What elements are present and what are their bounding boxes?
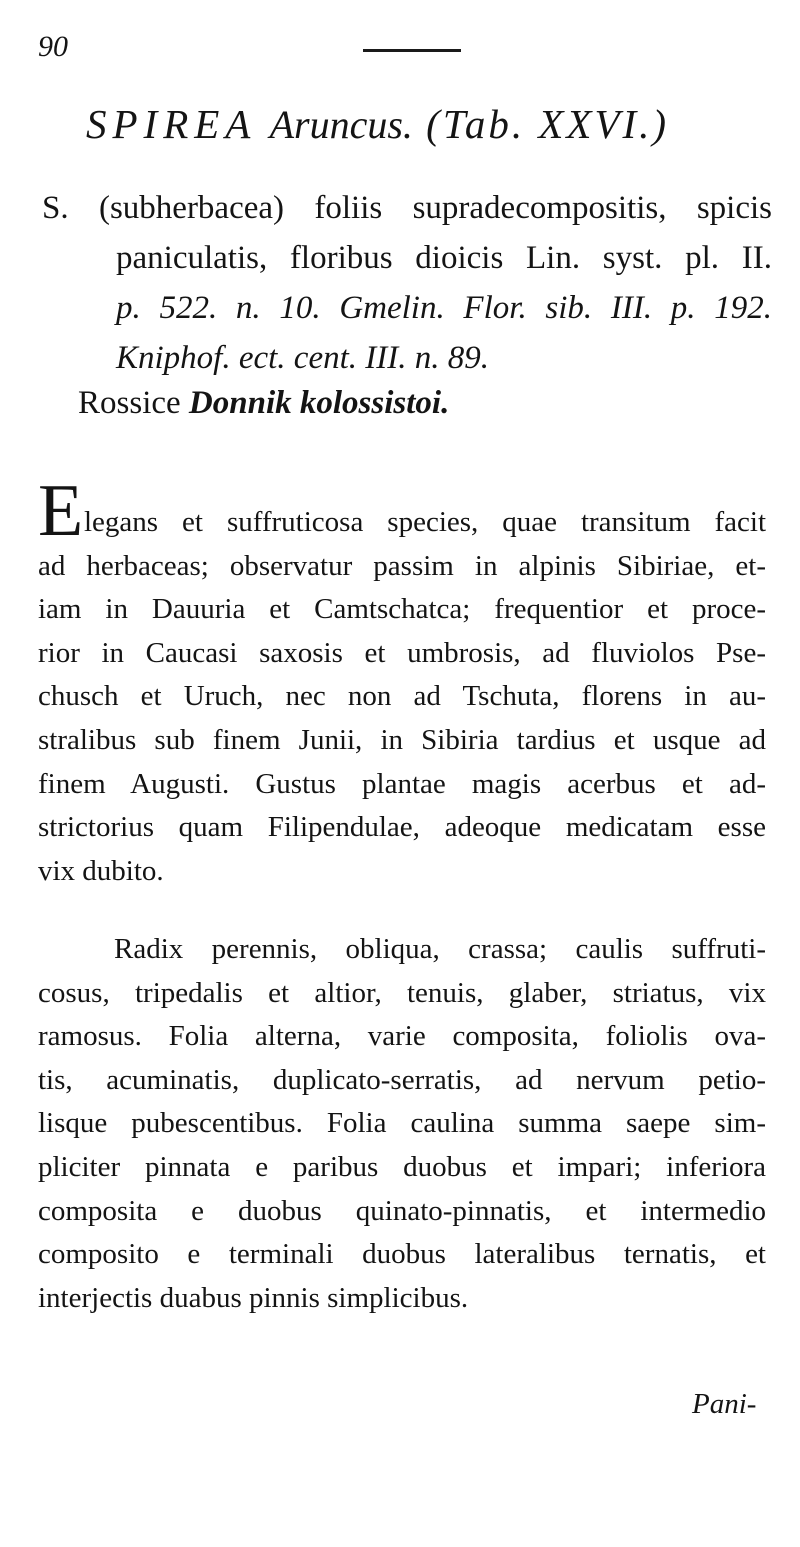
russian-vernacular: Donnik kolossistoi.	[188, 385, 450, 421]
synonymy-block	[42, 183, 772, 383]
header-rule	[363, 49, 461, 52]
text-line: iam in Dauuria et Camtschatca; frequentior et proce-	[38, 593, 766, 626]
text-line: strictorius quam Filipendulae, adeoque medicatam esse	[38, 811, 766, 844]
species-title	[86, 100, 669, 148]
text-line: pliciter pinnata e paribus duobus et impari; inferiora	[38, 1150, 766, 1183]
text-line: ramosus. Folia alterna, varie composita, foliolis ova-	[38, 1020, 766, 1053]
synonym-line: paniculatis, floribus dioicis Lin. syst. pl. II.	[116, 240, 772, 276]
text-line: finem Augusti. Gustus plantae magis acerbus et ad-	[38, 767, 766, 800]
title-species: Aruncus.	[269, 102, 413, 147]
catchword: Pani-	[692, 1388, 757, 1420]
text-line: rior in Caucasi saxosis et umbrosis, ad fluviolos Pse-	[38, 636, 766, 669]
synonym-line: S. (subherbacea) foliis supradecompositis, spicis	[42, 190, 772, 226]
synonym-line: p. 522. n. 10. Gmelin. Flor. sib. III. p. 192.	[116, 290, 772, 326]
title-plate: (Tab. XXVI.)	[426, 101, 670, 147]
text-line: Radix perennis, obliqua, crassa; caulis suffruti-	[114, 933, 766, 965]
russian-name	[78, 385, 449, 422]
text-line: lisque pubescentibus. Folia caulina summa saepe sim-	[38, 1107, 766, 1140]
russian-prefix: Rossice	[78, 385, 181, 421]
paragraph-2	[38, 928, 766, 1320]
text-line: ad herbaceas; observatur passim in alpinis Sibiriae, et-	[38, 549, 766, 582]
synonym-line: Kniphof. ect. cent. III. n. 89.	[116, 340, 489, 376]
text-line: legans et suffruticosa species, quae transitum facit	[84, 506, 766, 538]
text-line: composita e duobus quinato-pinnatis, et intermedio	[38, 1194, 766, 1227]
drop-initial: E	[38, 470, 84, 552]
text-line: cosus, tripedalis et altior, tenuis, glaber, striatus, vix	[38, 976, 766, 1009]
title-genus: SPIREA	[86, 101, 257, 147]
page-number: 90	[38, 30, 68, 63]
paragraph-1	[38, 501, 766, 893]
text-line: interjectis duabus pinnis simplicibus.	[38, 1281, 469, 1314]
text-line: composito e terminali duobus lateralibus ternatis, et	[38, 1238, 766, 1271]
text-line: stralibus sub finem Junii, in Sibiria tardius et usque ad	[38, 723, 766, 756]
text-line: tis, acuminatis, duplicato-serratis, ad nervum petio-	[38, 1063, 766, 1096]
text-line: chusch et Uruch, nec non ad Tschuta, florens in au-	[38, 680, 766, 713]
text-line: vix dubito.	[38, 854, 164, 887]
